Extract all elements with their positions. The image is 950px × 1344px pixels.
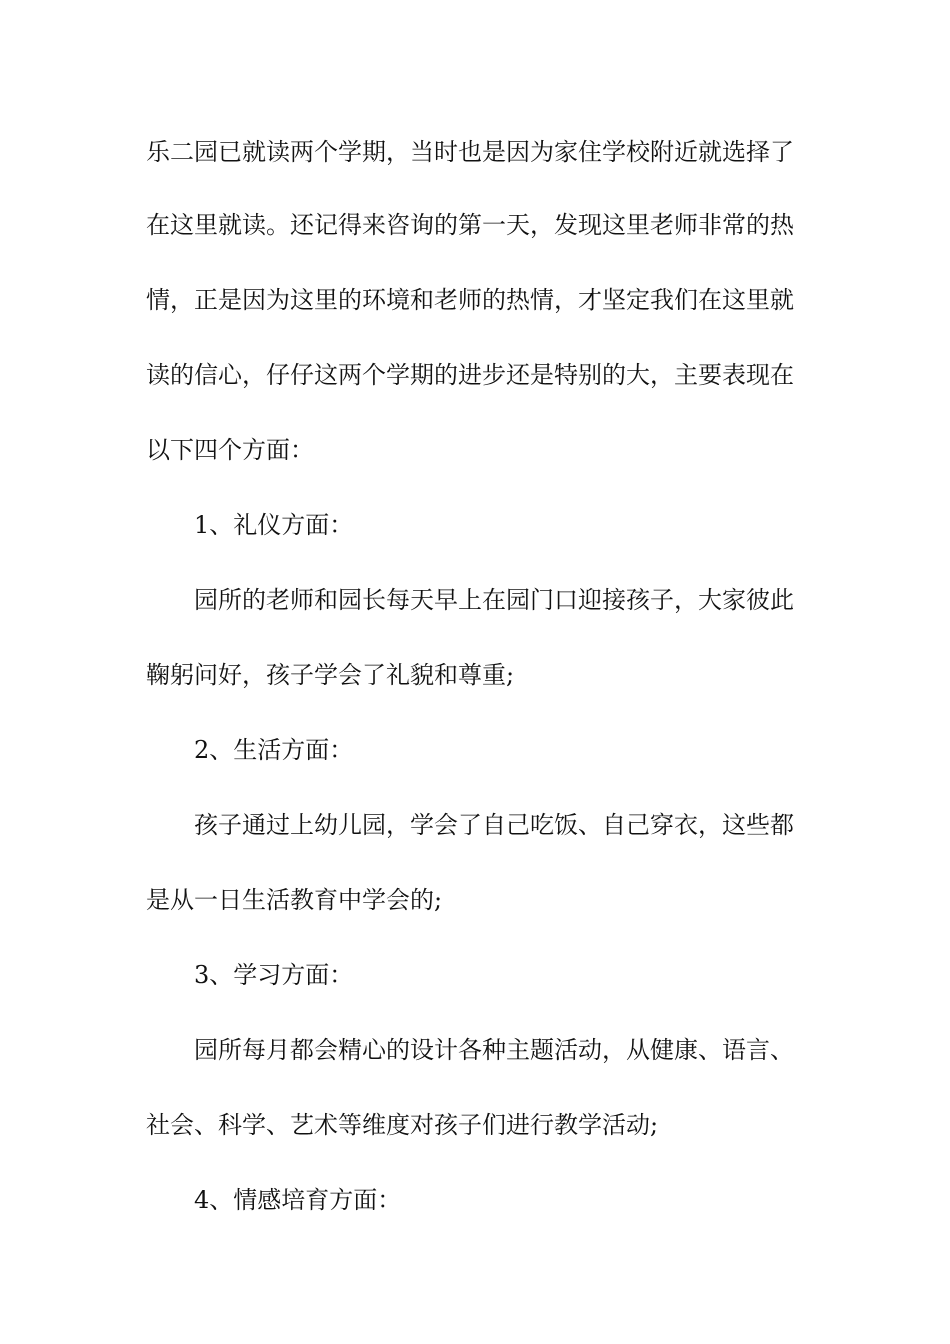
section-heading-study: 3、学习方面：: [194, 961, 354, 989]
paragraph-line: 孩子通过上幼儿园，学会了自己吃饭、自己穿衣，这些都: [194, 811, 794, 839]
paragraph-line: 乐二园已就读两个学期，当时也是因为家住学校附近就选择了: [146, 138, 794, 166]
paragraph-line: 是从一日生活教育中学会的;: [146, 886, 443, 914]
paragraph-line: 园所的老师和园长每天早上在园门口迎接孩子，大家彼此: [194, 586, 794, 614]
paragraph-line: 鞠躬问好，孩子学会了礼貌和尊重;: [146, 661, 515, 689]
section-heading-etiquette: 1、礼仪方面：: [194, 511, 354, 539]
section-heading-life: 2、生活方面：: [194, 736, 354, 764]
paragraph-line: 情，正是因为这里的环境和老师的热情，才坚定我们在这里就: [146, 286, 794, 314]
paragraph-line: 以下四个方面：: [146, 436, 314, 464]
paragraph-line: 园所每月都会精心的设计各种主题活动，从健康、语言、: [194, 1036, 794, 1064]
paragraph-line: 在这里就读。还记得来咨询的第一天，发现这里老师非常的热: [146, 211, 794, 239]
paragraph-line: 读的信心，仔仔这两个学期的进步还是特别的大，主要表现在: [146, 361, 794, 389]
section-heading-emotion: 4、情感培育方面：: [194, 1186, 402, 1214]
paragraph-line: 社会、科学、艺术等维度对孩子们进行教学活动;: [146, 1111, 659, 1139]
